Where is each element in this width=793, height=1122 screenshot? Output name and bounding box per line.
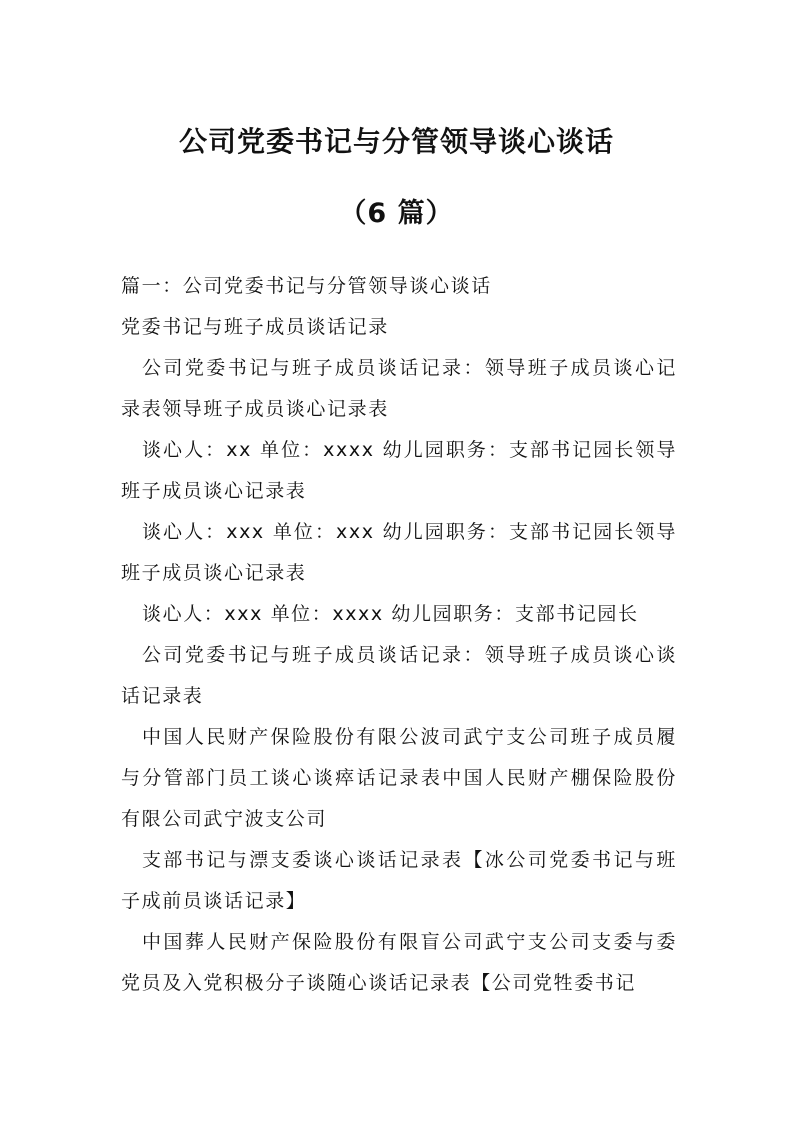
sub-heading: 党委书记与班子成员谈话记录 (121, 316, 389, 338)
paragraph: 谈心人：xxx 单位：xxxx 幼儿园职务：支部书记园长 (142, 603, 639, 625)
document-title: 公司党委书记与分管领导谈心谈话 (178, 125, 614, 158)
section-heading: 篇一：公司党委书记与分管领导谈心谈话 (121, 275, 492, 297)
paragraph: 支部书记与漂支委谈心谈话记录表【冰公司党委书记与班子成前员谈话记录】 (121, 849, 677, 912)
paragraph: 公司党委书记与班子成员谈话记录：领导班子成员谈心谈话记录表 (121, 644, 677, 707)
document-body (121, 266, 677, 1004)
paragraph: 中国人民财产保险股份有限公波司武宁支公司班子成员履与分管部门员工谈心谈瘁话记录表中国人民财产棚保险股份有限公司武宁波支公司 (121, 726, 677, 830)
paragraph: 谈心人：xx 单位：xxxx 幼儿园职务：支部书记园长领导班子成员谈心记录表 (121, 439, 677, 502)
paragraph: 谈心人：xxx 单位：xxx 幼儿园职务：支部书记园长领导班子成员谈心记录表 (121, 521, 677, 584)
paragraph: 中国葬人民财产保险股份有限盲公司武宁支公司支委与委党员及入党积极分子谈随心谈话记录表【公司党牲委书记 (121, 931, 677, 994)
document-subtitle: （6 篇） (339, 198, 454, 229)
paragraph: 公司党委书记与班子成员谈话记录：领导班子成员谈心记录表领导班子成员谈心记录表 (121, 357, 677, 420)
